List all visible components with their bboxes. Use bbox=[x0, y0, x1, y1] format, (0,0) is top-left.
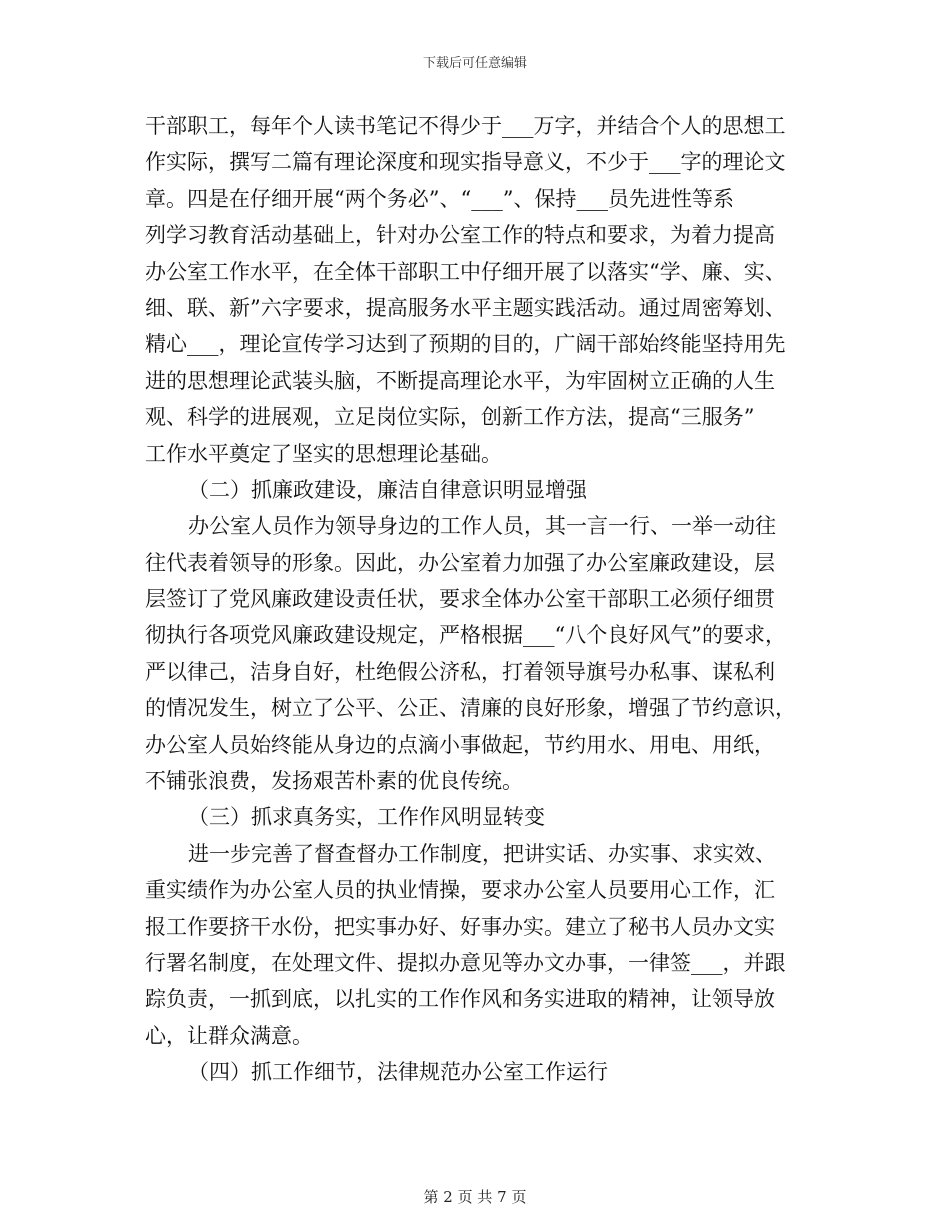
text-line: 踪负责，一抓到底，以扎实的工作作风和务实进取的精神，让领导放 bbox=[145, 987, 775, 1012]
text-line: 细、联、新”六字要求，提高服务水平主题实践活动。通过周密筹划、 bbox=[145, 295, 786, 320]
page-footer: 第 2 页 共 7 页 bbox=[423, 1188, 527, 1206]
text-line: 行署名制度，在处理文件、提拟办意见等办文办事，一律签___，并跟 bbox=[145, 950, 786, 975]
text-line: 彻执行各项党风廉政建设规定，严格根据___“八个良好风气”的要求， bbox=[145, 623, 786, 648]
text-line: 的情况发生，树立了公平、公正、清廉的良好形象，增强了节约意识， bbox=[145, 696, 796, 721]
text-line: 往代表着领导的形象。因此，办公室着力加强了办公室廉政建设，层 bbox=[145, 550, 775, 575]
text-line: 章。四是在仔细开展“两个务必”、“___”、保持___员先进性等系 bbox=[145, 186, 734, 211]
text-line: 干部职工，每年个人读书笔记不得少于___万字，并结合个人的思想工 bbox=[145, 114, 786, 138]
section-heading: （四）抓工作细节，法律规范办公室工作运行 bbox=[188, 1060, 608, 1085]
text-line: 报工作要挤干水份，把实事办好、好事办实。建立了秘书人员办文实 bbox=[145, 914, 775, 939]
section-heading: （三）抓求真务实，工作作风明显转变 bbox=[188, 805, 545, 830]
text-line: 观、科学的进展观，立足岗位实际，创新工作方法，提高“三服务” bbox=[145, 405, 755, 430]
text-line: 作实际，撰写二篇有理论深度和现实指导意义，不少于___字的理论文 bbox=[145, 150, 786, 175]
text-line: 办公室人员始终能从身边的点滴小事做起，节约用水、用电、用纸， bbox=[145, 732, 775, 757]
text-line: 工作水平奠定了坚实的思想理论基础。 bbox=[145, 441, 502, 466]
text-line: 重实绩作为办公室人员的执业情操，要求办公室人员要用心工作，汇 bbox=[145, 878, 775, 903]
paragraph-first-line: 进一步完善了督查督办工作制度，把讲实话、办实事、求实效、 bbox=[188, 841, 776, 866]
text-line: 进的思想理论武装头脑，不断提高理论水平，为牢固树立正确的人生 bbox=[145, 368, 775, 393]
document-body bbox=[145, 108, 815, 1091]
text-line: 层签订了党风廉政建设责任状，要求全体办公室干部职工必须仔细贯 bbox=[145, 587, 775, 612]
text-line: 办公室工作水平，在全体干部职工中仔细开展了以落实“学、廉、实、 bbox=[145, 259, 786, 284]
text-line: 严以律己，洁身自好，杜绝假公济私，打着领导旗号办私事、谋私利 bbox=[145, 659, 775, 684]
section-heading: （二）抓廉政建设，廉洁自律意识明显增强 bbox=[188, 477, 587, 502]
text-line: 列学习教育活动基础上，针对办公室工作的特点和要求，为着力提高 bbox=[145, 223, 775, 248]
text-line: 精心___，理论宣传学习达到了预期的目的，广阔干部始终能坚持用先 bbox=[145, 332, 786, 357]
text-line: 不铺张浪费，发扬艰苦朴素的优良传统。 bbox=[145, 769, 523, 794]
page-header: 下载后可任意编辑 bbox=[422, 56, 527, 71]
text-line: 心，让群众满意。 bbox=[145, 1023, 313, 1048]
paragraph-first-line: 办公室人员作为领导身边的工作人员，其一言一行、一举一动往 bbox=[188, 514, 776, 539]
